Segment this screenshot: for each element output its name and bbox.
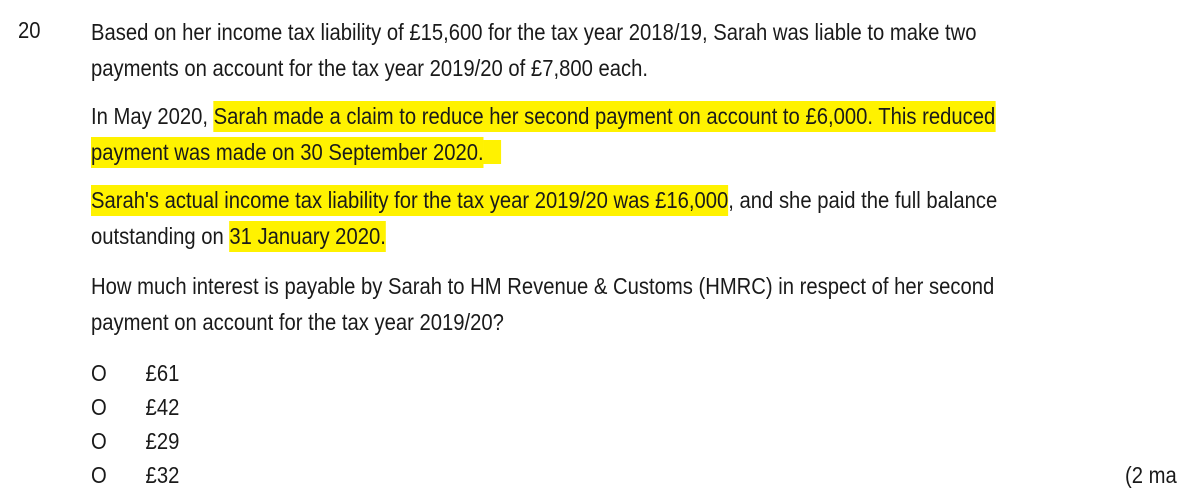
option-value: £42 [145, 394, 180, 420]
highlighted-text: 31 January 2020. [229, 221, 385, 252]
question-paragraph-2 [91, 98, 1050, 170]
answer-option-2[interactable] [91, 390, 179, 424]
paragraph-line: payments on account for the tax year 2019/20 of £7,800 each. [91, 55, 648, 81]
answer-option-4[interactable] [91, 458, 179, 492]
answer-option-3[interactable] [91, 424, 179, 458]
question-number: 20 [18, 17, 41, 43]
paragraph-line: How much interest is payable by Sarah to HM Revenue & Customs (HMRC) in respect of her second [91, 273, 995, 299]
radio-icon[interactable]: O [91, 394, 107, 420]
radio-icon[interactable]: O [91, 462, 107, 488]
highlighted-text: Sarah's actual income tax liability for the tax year 2019/20 was £16,000 [91, 185, 728, 216]
highlight-mark [484, 140, 502, 164]
highlighted-text: Sarah made a claim to reduce her second payment on account to £6,000. This reduced [214, 101, 996, 132]
question-stem [91, 268, 1050, 340]
plain-text: In May 2020, [91, 103, 214, 129]
paragraph-line: payment on account for the tax year 2019/20? [91, 309, 504, 335]
radio-icon[interactable]: O [91, 360, 107, 386]
paragraph-line [91, 182, 1050, 218]
option-value: £32 [145, 462, 180, 488]
marks-label: (2 ma [1125, 462, 1177, 488]
option-value: £29 [145, 428, 180, 454]
question-paragraph-3 [91, 182, 1050, 254]
paragraph-line: Based on her income tax liability of £15,600 for the tax year 2018/19, Sarah was liable to make two [91, 19, 977, 45]
answer-option-1[interactable] [91, 356, 179, 390]
paragraph-line [91, 134, 1050, 170]
plain-text: outstanding on [91, 223, 230, 249]
question-paragraph-1 [91, 14, 1050, 86]
radio-icon[interactable]: O [91, 428, 107, 454]
highlighted-text: payment was made on 30 September 2020. [91, 137, 484, 168]
paragraph-line [91, 98, 1050, 134]
option-value: £61 [145, 360, 180, 386]
paragraph-line [91, 218, 1050, 254]
plain-text: , and she paid the full balance [728, 187, 998, 213]
